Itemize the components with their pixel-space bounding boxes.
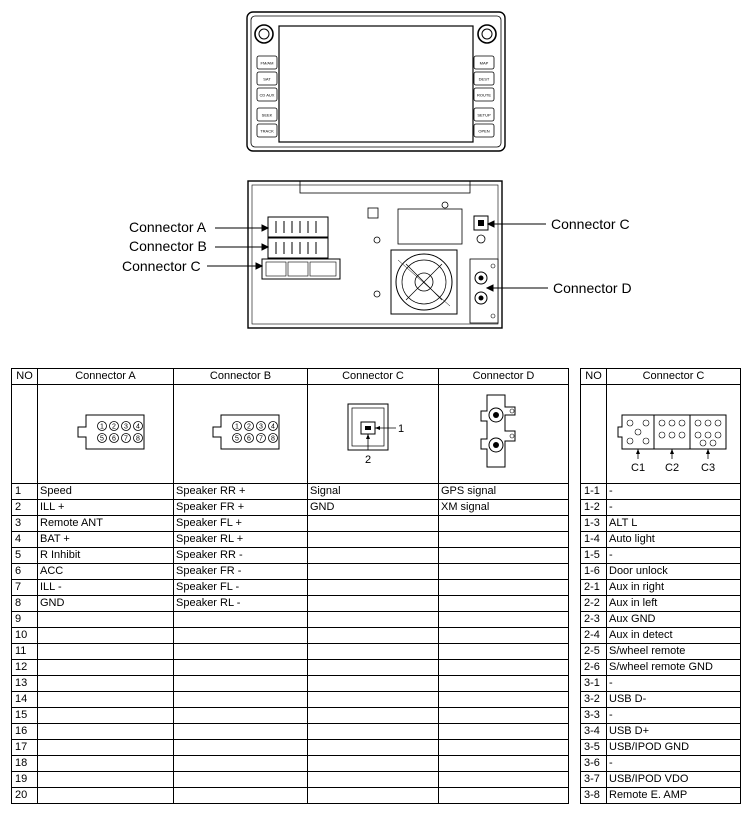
table-row [581, 724, 741, 740]
table-row [581, 548, 741, 564]
table-row [12, 788, 569, 804]
table-row [581, 756, 741, 772]
connector-a-cell [38, 724, 174, 740]
connector-c-cell: USB/IPOD GND [607, 740, 741, 756]
connector-a-cell [38, 788, 174, 804]
table-row [581, 740, 741, 756]
connector-c-cell: - [607, 548, 741, 564]
table-row [581, 500, 741, 516]
pin-circle [669, 420, 675, 426]
pin-no-cell: 13 [12, 676, 38, 692]
connector-c-cell [308, 740, 439, 756]
connector-c-cell [308, 516, 439, 532]
pin-no-cell: 1 [12, 484, 38, 500]
pin-no-cell: 17 [12, 740, 38, 756]
pin-no-cell: 1-4 [581, 532, 607, 548]
pin-no-cell: 3-7 [581, 772, 607, 788]
connector-c-cell: Remote E. AMP [607, 788, 741, 804]
pin-circle [715, 420, 721, 426]
table-row [12, 708, 569, 724]
connector-a-cell: Remote ANT [38, 516, 174, 532]
connector-b-cell: Speaker FL - [174, 580, 308, 596]
table-row [12, 516, 569, 532]
connector-d-cell [439, 756, 569, 772]
connector-c-cell: S/wheel remote GND [607, 660, 741, 676]
table-row [12, 580, 569, 596]
connector-a-cell [38, 772, 174, 788]
table-row [12, 628, 569, 644]
connector-c-shape [318, 392, 428, 472]
connector-b-cell [174, 612, 308, 628]
table-header-row [581, 369, 741, 385]
connector-a-cell: ILL - [38, 580, 174, 596]
connector-c-cell [308, 564, 439, 580]
connector-a-cell [38, 692, 174, 708]
pin-no-cell: 14 [12, 692, 38, 708]
pin-circle [679, 432, 685, 438]
left-front-button-label: SAT [263, 76, 271, 82]
pin-number: 7 [123, 435, 128, 443]
pin-no-cell: 3-4 [581, 724, 607, 740]
pin-no-cell: 3-2 [581, 692, 607, 708]
pin-number: 1 [234, 423, 239, 431]
connector-a-cell: ILL + [38, 500, 174, 516]
table-row [581, 628, 741, 644]
connector-c-diagram [308, 385, 439, 484]
table-row [12, 756, 569, 772]
table-row [581, 564, 741, 580]
connector-c-cell [308, 580, 439, 596]
table-row [581, 676, 741, 692]
right-front-button-label: SETUP [477, 112, 491, 118]
connector-c-cell: Signal [308, 484, 439, 500]
pin-number: 8 [135, 435, 140, 443]
pin-no-cell: 2-5 [581, 644, 607, 660]
connector-d-cell [439, 660, 569, 676]
pin-circle [669, 432, 675, 438]
table-row [581, 644, 741, 660]
table-row [12, 676, 569, 692]
connector-a-cell: GND [38, 596, 174, 612]
pin-no-cell: 1-3 [581, 516, 607, 532]
pin-no-cell: 7 [12, 580, 38, 596]
connector-b-cell: Speaker FL + [174, 516, 308, 532]
pin-no-cell: 3-3 [581, 708, 607, 724]
left-front-button-label: TRACK [260, 128, 274, 134]
pin-no-cell: 1-6 [581, 564, 607, 580]
connector-d-cell [439, 708, 569, 724]
connector-image-row [12, 385, 569, 484]
table-row [12, 740, 569, 756]
connector-d-cell [439, 596, 569, 612]
connector-b-cell [174, 692, 308, 708]
pin-number: 1 [99, 423, 104, 431]
right-front-button-label: DEST [478, 76, 490, 82]
right-front-button-label: OPEN [478, 128, 490, 134]
table-row [12, 660, 569, 676]
left-front-button-label: FM/AM [260, 60, 274, 66]
connector-d-cell [439, 516, 569, 532]
connector-d-shape [449, 387, 559, 477]
table-header-row [12, 369, 569, 385]
connector-c-cell [308, 548, 439, 564]
connector-c-cell: - [607, 500, 741, 516]
pin-circle [695, 432, 701, 438]
connector-b-cell: Speaker RL - [174, 596, 308, 612]
connector-d-cell [439, 724, 569, 740]
pin-no-cell: 3-5 [581, 740, 607, 756]
pin-no-cell: 2-4 [581, 628, 607, 644]
pin-circle [627, 420, 633, 426]
pin-no-cell: 10 [12, 628, 38, 644]
connector-b-cell [174, 756, 308, 772]
pin-number: 2 [111, 423, 116, 431]
table-row [581, 660, 741, 676]
rear-connector-a [268, 217, 328, 237]
pin-no-cell: 2 [12, 500, 38, 516]
connector-b-cell [174, 788, 308, 804]
connector-b-cell [174, 676, 308, 692]
connector-d-cell [439, 628, 569, 644]
connector-c-cell: - [607, 676, 741, 692]
pin-number: 4 [135, 423, 140, 431]
connector-c-cell: - [607, 484, 741, 500]
pin-no-cell: 3-1 [581, 676, 607, 692]
table-row [581, 772, 741, 788]
pin-no-cell: 3-8 [581, 788, 607, 804]
connector-c-cell: USB/IPOD VDO [607, 772, 741, 788]
pin-number: 6 [111, 435, 116, 443]
connector-d-cell: XM signal [439, 500, 569, 516]
connector-c-cell: GND [308, 500, 439, 516]
connector-d-cell [439, 612, 569, 628]
pin-circle [659, 420, 665, 426]
pin-circle [627, 438, 633, 444]
pin-number: 7 [258, 435, 263, 443]
table-row [581, 580, 741, 596]
connector-d-cell [439, 564, 569, 580]
connector-a-diagram [38, 385, 174, 484]
table-row [12, 612, 569, 628]
connector-c-multi-shape [614, 387, 734, 477]
table-row [581, 788, 741, 804]
connector-c-cell [308, 692, 439, 708]
connector-b-cell [174, 708, 308, 724]
pin-number: 8 [270, 435, 275, 443]
connector-d-diagram [439, 385, 569, 484]
connector-b-cell: Speaker RR + [174, 484, 308, 500]
pin-no-cell: 11 [12, 644, 38, 660]
pin-circle [705, 432, 711, 438]
sub-connector-c3-label: C3 [700, 461, 715, 474]
connector-b-cell [174, 772, 308, 788]
connector-d-cell [439, 580, 569, 596]
pin-circle [643, 438, 649, 444]
pin-no-cell: 2-6 [581, 660, 607, 676]
connector-c-cell [308, 772, 439, 788]
table-row [581, 612, 741, 628]
pin-no-cell: 5 [12, 548, 38, 564]
pin-number: 3 [123, 423, 128, 431]
connector-a-cell [38, 756, 174, 772]
connector-b-cell [174, 740, 308, 756]
connector-a-cell [38, 676, 174, 692]
col-header-connector-c: Connector C [308, 369, 439, 385]
col-header-connector-c: Connector C [607, 369, 741, 385]
connector-a-cell [38, 708, 174, 724]
callout-connector-a: Connector A [129, 219, 207, 235]
pin-number: 4 [270, 423, 275, 431]
connector-a-cell [38, 740, 174, 756]
connector-b-cell: Speaker FR - [174, 564, 308, 580]
pin-no-cell: 3-6 [581, 756, 607, 772]
connector-b-cell: Speaker RL + [174, 532, 308, 548]
pin-circle [635, 429, 641, 435]
connector-b-shape [191, 407, 291, 457]
pin-no-cell: 19 [12, 772, 38, 788]
sub-connector-c1-label: C1 [630, 461, 645, 474]
pin-no-cell: 1-1 [581, 484, 607, 500]
connector-b-cell [174, 628, 308, 644]
pin-circle [695, 420, 701, 426]
connector-a-cell: Speed [38, 484, 174, 500]
col-header-no: NO [581, 369, 607, 385]
connector-a-cell [38, 660, 174, 676]
sub-connector-c2-label: C2 [664, 461, 679, 474]
connector-b-cell [174, 724, 308, 740]
connector-d-cell [439, 548, 569, 564]
pin-number: 3 [258, 423, 263, 431]
table-row [581, 484, 741, 500]
connector-c-cell: Aux in left [607, 596, 741, 612]
connector-c-cell [308, 756, 439, 772]
connector-c-cell [308, 724, 439, 740]
callout-connector-b: Connector B [129, 238, 207, 254]
pinout-table-main [11, 368, 569, 804]
callout-connector-d: Connector D [553, 280, 632, 296]
connector-a-cell: BAT + [38, 532, 174, 548]
table-row [12, 484, 569, 500]
connector-b-cell: Speaker RR - [174, 548, 308, 564]
pin-number: 6 [246, 435, 251, 443]
table-row [581, 532, 741, 548]
connector-c-pin2-label: 2 [365, 453, 372, 466]
pin-no-cell: 16 [12, 724, 38, 740]
connector-d-cell: GPS signal [439, 484, 569, 500]
connector-c-cell: S/wheel remote [607, 644, 741, 660]
connector-c-cell: Aux in detect [607, 628, 741, 644]
connector-b-cell [174, 644, 308, 660]
table-row [12, 724, 569, 740]
table-row [581, 692, 741, 708]
pin-no-cell: 15 [12, 708, 38, 724]
callout-connector-c-right: Connector C [551, 216, 630, 232]
connector-b-cell: Speaker FR + [174, 500, 308, 516]
pin-number: 5 [234, 435, 239, 443]
rear-connector-c [262, 259, 340, 279]
pin-number: 2 [246, 423, 251, 431]
connector-a-cell: R Inhibit [38, 548, 174, 564]
connector-c-cell: - [607, 756, 741, 772]
pin-no-cell: 4 [12, 532, 38, 548]
pin-no-cell: 1-5 [581, 548, 607, 564]
connector-d-cell [439, 532, 569, 548]
connector-d-cell [439, 676, 569, 692]
cooling-fan [391, 250, 457, 314]
pin-circle [643, 420, 649, 426]
col-header-connector-b: Connector B [174, 369, 308, 385]
left-front-button-label: SEEK [261, 112, 273, 118]
table-row [581, 596, 741, 612]
pin-no-cell: 2-2 [581, 596, 607, 612]
table-row [12, 596, 569, 612]
left-front-button-label: CD AUX [259, 92, 275, 98]
connector-c-cell: ALT L [607, 516, 741, 532]
connector-c-cell [308, 644, 439, 660]
connector-a-cell: ACC [38, 564, 174, 580]
connector-c-cell [308, 628, 439, 644]
table-row [12, 548, 569, 564]
callout-connector-c-left: Connector C [122, 258, 201, 274]
connector-c-cell [308, 596, 439, 612]
table-row [12, 564, 569, 580]
pin-no-cell: 18 [12, 756, 38, 772]
table-row [12, 772, 569, 788]
pinout-table-connector-c [580, 368, 741, 804]
right-front-button-label: MAP [479, 60, 489, 66]
connector-c-cell: Door unlock [607, 564, 741, 580]
pin-no-cell: 2-3 [581, 612, 607, 628]
right-front-button-label: ROUTE [477, 92, 491, 98]
connector-c-cell: Auto light [607, 532, 741, 548]
table-row [581, 708, 741, 724]
connector-d-cell [439, 692, 569, 708]
pin-circle [700, 440, 706, 446]
pin-no-cell: 6 [12, 564, 38, 580]
connector-d-cell [439, 740, 569, 756]
col-header-no: NO [12, 369, 38, 385]
connector-c-cell [308, 660, 439, 676]
table-row [12, 644, 569, 660]
pin-circle [679, 420, 685, 426]
pin-circle [710, 440, 716, 446]
head-unit-rear-view [0, 0, 750, 340]
connector-c-pin1-label: 1 [398, 422, 405, 435]
pin-no-cell: 20 [12, 788, 38, 804]
connector-c-multi-diagram [607, 385, 741, 484]
pin-circle [659, 432, 665, 438]
pin-no-cell: 1-2 [581, 500, 607, 516]
connector-d-cell [439, 788, 569, 804]
connector-d-cell [439, 644, 569, 660]
pin-no-cell: 12 [12, 660, 38, 676]
connector-b-cell [174, 660, 308, 676]
table-row [12, 532, 569, 548]
pin-no-cell: 3 [12, 516, 38, 532]
pin-no-cell: 2-1 [581, 580, 607, 596]
rear-connector-b [268, 238, 328, 258]
table-row [12, 500, 569, 516]
connector-a-cell [38, 628, 174, 644]
connector-c-cell: - [607, 708, 741, 724]
connector-a-cell [38, 612, 174, 628]
connector-a-shape [56, 407, 156, 457]
connector-b-diagram [174, 385, 308, 484]
connector-image-row [581, 385, 741, 484]
connector-c-cell [308, 676, 439, 692]
connector-c-cell [308, 612, 439, 628]
table-row [581, 516, 741, 532]
connector-d-cell [439, 772, 569, 788]
connector-c-cell [308, 708, 439, 724]
pin-circle [715, 432, 721, 438]
pin-no-cell: 9 [12, 612, 38, 628]
connector-c-cell [308, 532, 439, 548]
col-header-connector-a: Connector A [38, 369, 174, 385]
connector-c-cell: Aux in right [607, 580, 741, 596]
connector-c-cell: USB D- [607, 692, 741, 708]
table-row [12, 692, 569, 708]
pin-number: 5 [99, 435, 104, 443]
rear-connector-d [470, 259, 498, 323]
pin-circle [705, 420, 711, 426]
connector-c-cell: USB D+ [607, 724, 741, 740]
connector-c-cell: Aux GND [607, 612, 741, 628]
connector-a-cell [38, 644, 174, 660]
col-header-connector-d: Connector D [439, 369, 569, 385]
connector-c-cell [308, 788, 439, 804]
pin-no-cell: 8 [12, 596, 38, 612]
